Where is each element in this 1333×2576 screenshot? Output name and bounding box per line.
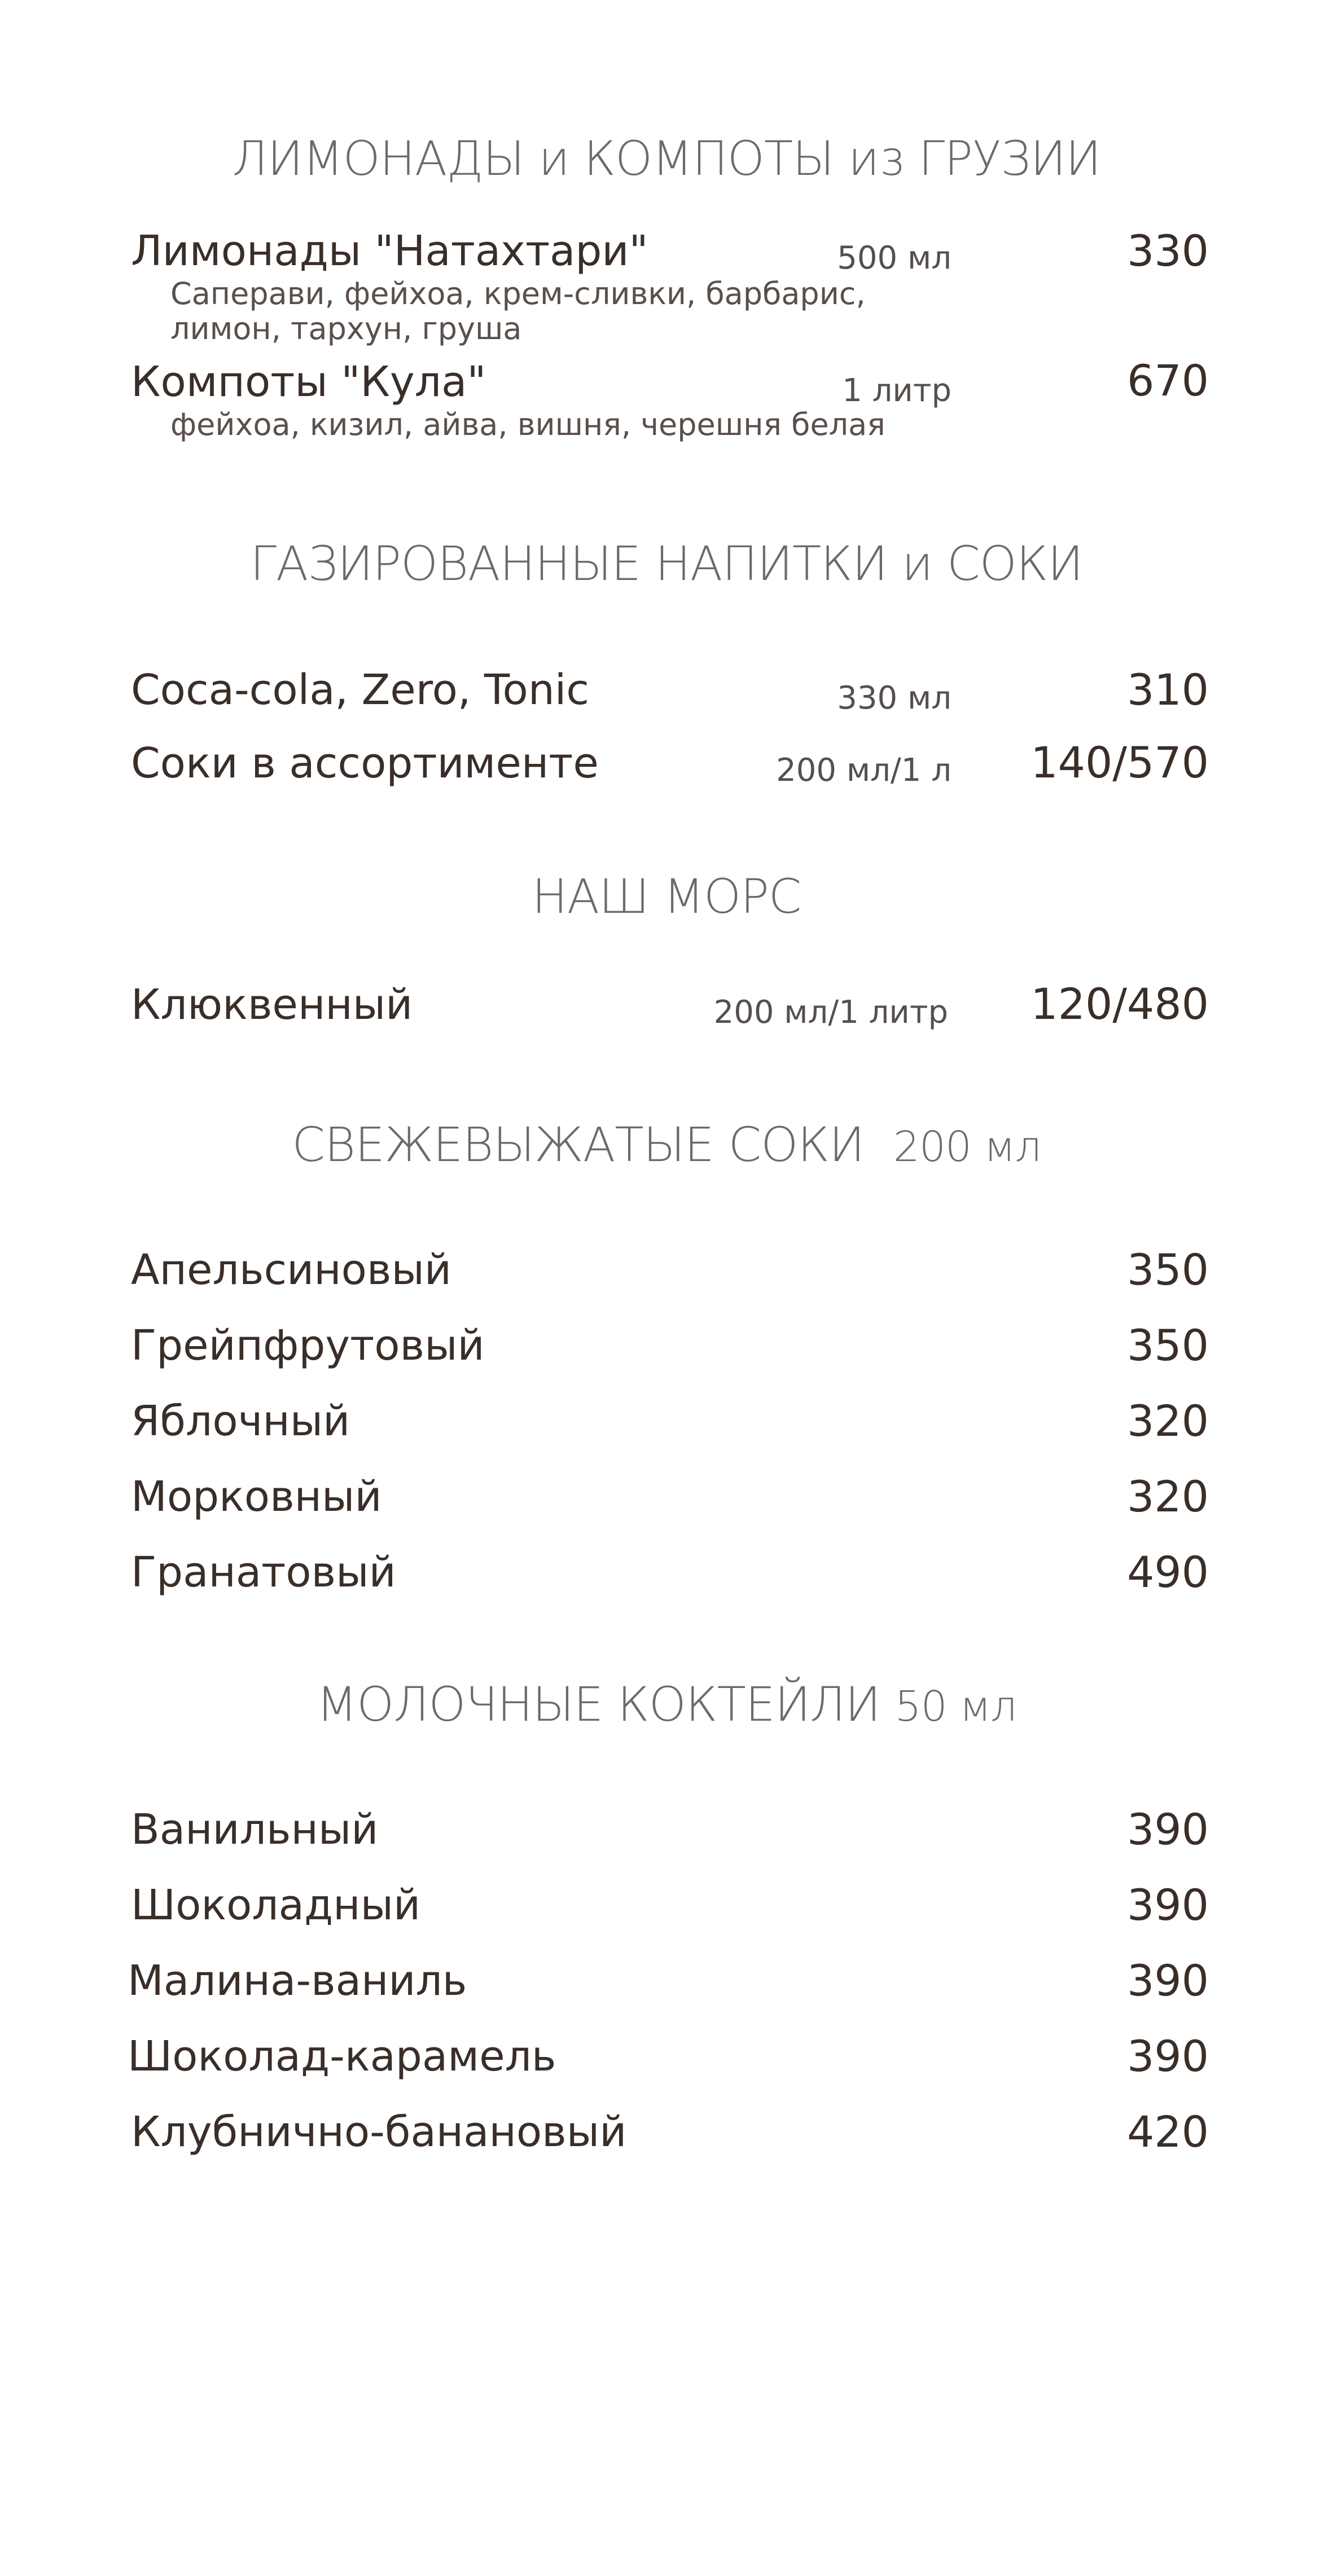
item-name-vanilla: Ванильный [131,1805,379,1854]
item-name-coca-cola: Coca-cola, Zero, Tonic [131,666,589,714]
item-name-chocolate-caramel: Шоколад-карамель [128,2032,556,2081]
item-name-orange: Апельсиновый [131,1246,452,1294]
section-title-soft-drinks: ГАЗИРОВАННЫЕ НАПИТКИ и СОКИ [250,536,1083,591]
item-price: 140/570 [1031,737,1209,788]
item-name-kula: Компоты "Кула" [131,358,486,406]
item-volume: 1 литр [842,372,951,409]
item-price: 390 [1126,1804,1209,1854]
section-subtitle: 50 мл [894,1682,1017,1731]
item-price: 390 [1126,1955,1209,2006]
item-name-chocolate: Шоколадный [131,1881,421,1929]
item-name-raspberry-vanilla: Малина-ваниль [128,1957,467,2005]
item-price: 350 [1126,1245,1209,1295]
item-name-apple: Яблочный [131,1397,350,1445]
item-name-cranberry: Клюквенный [131,981,413,1029]
item-name-strawberry-banana: Клубнично-банановый [131,2108,627,2156]
item-description-line: фейхоа, кизил, айва, вишня, черешня белая [170,407,885,442]
item-price: 390 [1126,2031,1209,2081]
item-volume: 500 мл [837,240,951,276]
item-name-grapefruit: Грейпфрутовый [131,1321,485,1370]
section-title-milkshakes: МОЛОЧНЫЕ КОКТЕЙЛИ 50 мл [316,1677,1017,1732]
item-price: 320 [1126,1396,1209,1446]
section-subtitle: 200 мл [893,1123,1041,1171]
item-volume: 330 мл [837,680,951,716]
item-price: 120/480 [1031,979,1209,1029]
item-description-line: Саперави, фейхоа, крем-сливки, барбарис, [170,276,866,311]
section-title-lemonades: ЛИМОНАДЫ и КОМПОТЫ из ГРУЗИИ [232,131,1101,186]
item-volume: 200 мл/1 л [776,752,951,789]
item-price: 350 [1126,1320,1209,1370]
item-price: 310 [1126,665,1209,715]
section-title-mors: НАШ МОРС [532,869,801,924]
item-volume: 200 мл/1 литр [713,994,948,1031]
item-price: 330 [1126,226,1209,276]
item-name-natakhtari: Лимонады "Натахтари" [131,227,648,275]
item-price: 670 [1126,355,1209,406]
item-price: 390 [1126,1880,1209,1930]
section-title-fresh-juices: СВЕЖЕВЫЖАТЫЕ СОКИ 200 мл [292,1117,1041,1172]
item-description-line: лимон, тархун, груша [170,311,522,346]
item-price: 490 [1126,1547,1209,1597]
item-price: 320 [1126,1471,1209,1522]
item-name-juices: Соки в ассортименте [131,739,599,788]
item-name-carrot: Морковный [131,1472,382,1521]
item-price: 420 [1126,2107,1209,2157]
item-name-pomegranate: Гранатовый [131,1548,396,1597]
